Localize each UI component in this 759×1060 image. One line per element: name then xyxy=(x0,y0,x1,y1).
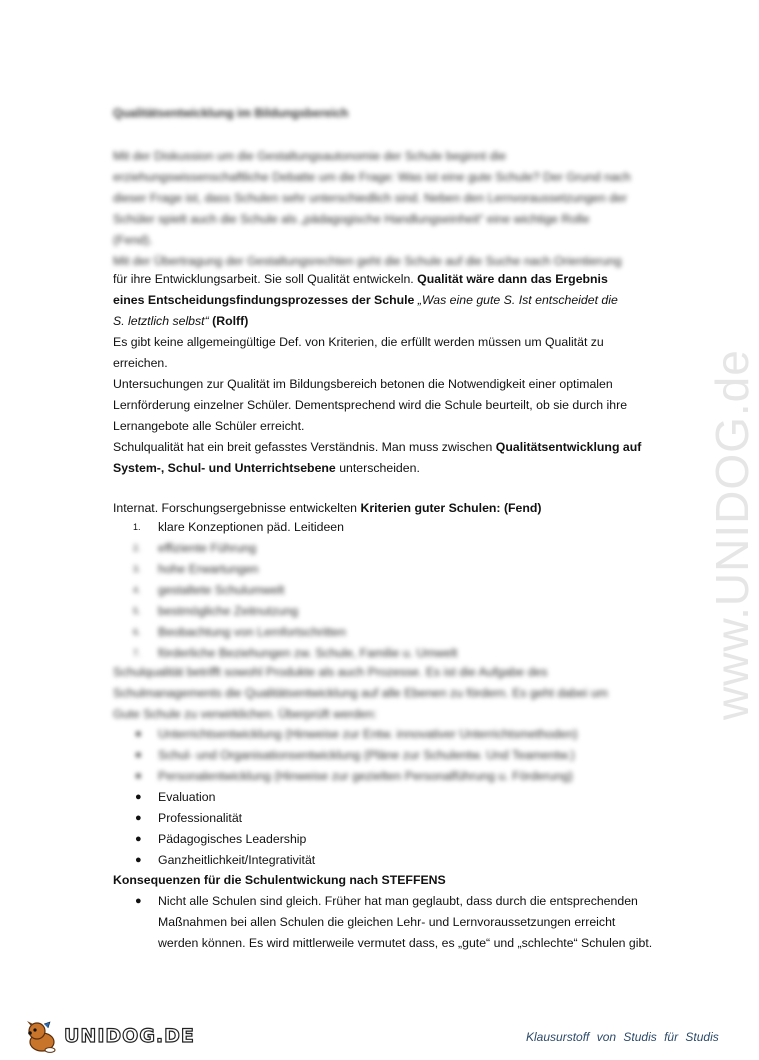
criteria-list xyxy=(113,517,658,664)
list-item-label: Beobachtung von Lernfortschritten xyxy=(158,625,346,639)
logo-text: UNIDOG.DE xyxy=(64,1025,195,1047)
para4-tail: unterscheiden. xyxy=(339,461,420,475)
list-item xyxy=(113,538,658,559)
list-number: 7. xyxy=(133,648,141,658)
list-item xyxy=(113,850,658,871)
list-item-label: Ganzheitlichkeit/Integrativität xyxy=(158,853,316,867)
list-item xyxy=(113,808,658,829)
list-item-label: Professionalität xyxy=(158,811,243,825)
management-line: Schulqualität betrifft sowohl Produkte als auch Prozesse. Es ist die Aufgabe des xyxy=(113,665,548,679)
intro-line: Mit der Übertragung der Gestaltungsrechten geht die Schule auf die Suche nach Orientierung xyxy=(113,254,622,268)
footer-slogan: Klausurstoff von Studis für Studis xyxy=(526,1030,719,1044)
development-bullet-list xyxy=(113,724,658,871)
criteria-intro xyxy=(113,498,658,519)
list-item xyxy=(113,829,658,850)
list-item-label: klare Konzeptionen päd. Leitideen xyxy=(158,520,344,534)
para4-text: Schulqualität hat ein breit gefasstes Verständnis. Man muss zwischen xyxy=(113,440,493,454)
rolff-paragraph xyxy=(113,269,658,332)
para1-citation: (Rolff) xyxy=(212,314,249,328)
intro-line: dieser Frage ist, dass Schulen sehr unterschiedlich sind. Neben den Lernvoraussetzungen der xyxy=(113,191,628,205)
bullet-icon: ● xyxy=(135,895,142,907)
bullet-icon: ● xyxy=(135,833,142,845)
bullet-icon: ● xyxy=(135,749,142,761)
list-item xyxy=(113,724,658,745)
list-item-label: Pädagogisches Leadership xyxy=(158,832,307,846)
para1-quote-2: S. letztlich selbst“ xyxy=(113,314,209,328)
list-item xyxy=(113,787,658,808)
intro-line: erziehungswissenschaftliche Debatte um die Frage: Was ist eine gute Schule? Der Grund nach xyxy=(113,170,631,184)
intro-line: Mit der Diskussion um die Gestaltungsautonomie der Schule beginnt die xyxy=(113,149,507,163)
para1-text: für ihre Entwicklungsarbeit. Sie soll Qualität entwickeln. xyxy=(113,272,414,286)
list-item-label: hohe Erwartungen xyxy=(158,562,259,576)
para4-bold: Qualitätsentwicklung auf System-, Schul- und Unterrichtsebene xyxy=(113,440,642,475)
bullet-icon: ● xyxy=(135,791,142,803)
schulqualitaet-paragraph xyxy=(113,437,658,479)
list-number: 2. xyxy=(133,543,141,553)
list-item-label: Unterrichtsentwicklung (Hinweise zur Entw. innovativer Unterrichtsmethoden) xyxy=(158,727,578,741)
management-line: Gute Schule zu verwirklichen. Überprüft werden: xyxy=(113,707,377,721)
list-number: 3. xyxy=(133,564,141,574)
para1-bold-2: eines Entscheidungsfindungsprozesses der Schule xyxy=(113,293,415,307)
bullet-icon: ● xyxy=(135,728,142,740)
bullet-icon: ● xyxy=(135,812,142,824)
list-number: 6. xyxy=(133,627,141,637)
list-item xyxy=(113,601,658,622)
list-item xyxy=(113,643,658,664)
research-paragraph: Untersuchungen zur Qualität im Bildungsbereich betonen die Notwendigkeit einer optimalen Lernförderung einzelner Schüler. Dementsprechend wird die Schule beurteilt, ob sie durch ihre Lernangebote alle Schüler erreicht. xyxy=(113,377,628,433)
list-number: 5. xyxy=(133,606,141,616)
bullet-icon: ● xyxy=(135,854,142,866)
list-item xyxy=(113,766,658,787)
list-number: 1. xyxy=(133,522,141,532)
list-item-label: Evaluation xyxy=(158,790,216,804)
list-item-label: gestaltete Schulumwelt xyxy=(158,583,285,597)
list-item xyxy=(113,559,658,580)
list-item xyxy=(113,517,658,538)
bullet-icon: ● xyxy=(135,770,142,782)
document-title: Qualitätsentwicklung im Bildungsbereich xyxy=(113,106,349,120)
para1-quote: „Was eine gute S. Ist entscheidet die xyxy=(417,293,618,307)
definition-paragraph: Es gibt keine allgemeingültige Def. von Kriterien, die erfüllt werden müssen um Qualität zu erreichen. xyxy=(113,335,604,370)
intro-line: (Fend). xyxy=(113,233,153,247)
intro-line: Schüler spielt auch die Schule als „pädagogische Handlungseinheit“ eine wichtige Rolle xyxy=(113,212,590,226)
list-item xyxy=(113,622,658,643)
list-item-label: förderliche Beziehungen zw. Schule, Familie u. Umwelt xyxy=(158,646,458,660)
criteria-intro-text: Internat. Forschungsergebnisse entwickelten xyxy=(113,501,358,515)
watermark-text: www.UNIDOG.de xyxy=(706,349,758,720)
intro-paragraph xyxy=(113,146,658,272)
list-item-label: effiziente Führung xyxy=(158,541,257,555)
dog-mascot-icon xyxy=(22,1018,62,1054)
list-item-label: Nicht alle Schulen sind gleich. Früher hat man geglaubt, dass durch die entsprechenden Maßnahmen bei allen Schulen die gleichen Lehr- und Lernvoraussetzungen erreicht werden können. Es wird mittlerweile vermutet dass, es „gute“ und „schlechte“ Schulen gibt. xyxy=(158,894,653,950)
konsequenzen-heading: Konsequenzen für die Schulentwickung nach STEFFENS xyxy=(113,873,446,887)
para1-bold: Qualität wäre dann das Ergebnis xyxy=(417,272,608,286)
list-item-label: Personalentwicklung (Hinweise zur gezielten Personalführung u. Förderung) xyxy=(158,769,573,783)
unidog-logo[interactable] xyxy=(22,1018,195,1054)
management-line: Schulmanagements die Qualitätsentwicklung auf alle Ebenen zu fördern. Es geht dabei um xyxy=(113,686,608,700)
list-number: 4. xyxy=(133,585,141,595)
list-item-label: Schul- und Organisationsentwicklung (Pläne zur Schulentw. Und Teamentw.) xyxy=(158,748,575,762)
konsequenzen-list xyxy=(113,891,658,954)
list-item xyxy=(113,891,658,954)
list-item xyxy=(113,580,658,601)
list-item xyxy=(113,745,658,766)
list-item-label: bestmögliche Zeitnutzung xyxy=(158,604,299,618)
criteria-intro-bold: Kriterien guter Schulen: (Fend) xyxy=(360,501,542,515)
management-paragraph xyxy=(113,662,658,725)
